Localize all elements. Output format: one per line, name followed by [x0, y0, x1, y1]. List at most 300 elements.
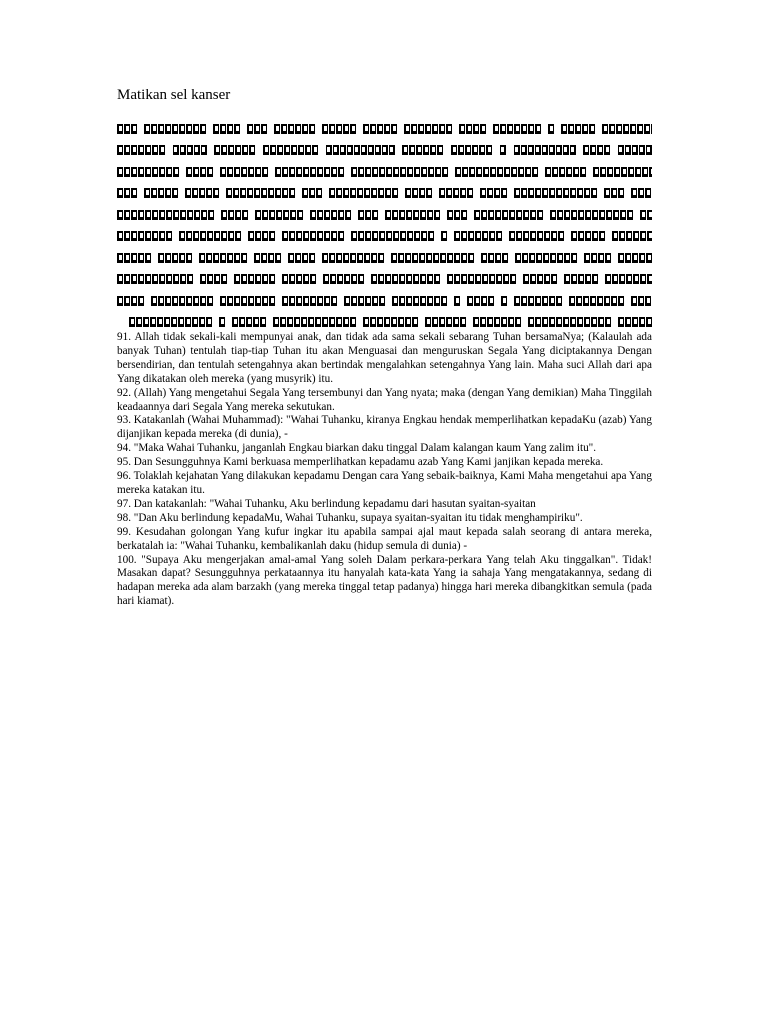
- missing-glyph-box: [158, 253, 164, 263]
- missing-glyph-box: [418, 124, 424, 134]
- missing-glyph-box: [298, 145, 304, 155]
- missing-glyph-box: [571, 253, 577, 263]
- missing-glyph-box: [193, 296, 199, 306]
- arabic-word-glyphs: [302, 188, 322, 198]
- missing-glyph-box: [462, 167, 468, 177]
- missing-glyph-box: [542, 188, 548, 198]
- missing-glyph-box: [428, 231, 434, 241]
- missing-glyph-box: [640, 274, 646, 284]
- missing-glyph-box: [627, 210, 633, 220]
- missing-glyph-box: [606, 210, 612, 220]
- missing-glyph-box: [649, 167, 652, 177]
- missing-glyph-box: [324, 231, 330, 241]
- missing-glyph-box: [124, 210, 130, 220]
- missing-glyph-box: [489, 274, 495, 284]
- missing-glyph-box: [227, 296, 233, 306]
- missing-glyph-box: [370, 124, 376, 134]
- missing-glyph-box: [214, 274, 220, 284]
- arabic-word-glyphs: [200, 274, 227, 284]
- missing-glyph-box: [186, 296, 192, 306]
- missing-glyph-box: [254, 188, 260, 198]
- missing-glyph-box: [241, 167, 247, 177]
- missing-glyph-box: [274, 124, 280, 134]
- missing-glyph-box: [535, 188, 541, 198]
- missing-glyph-box: [591, 253, 597, 263]
- missing-glyph-box: [124, 188, 130, 198]
- missing-glyph-box: [400, 167, 406, 177]
- missing-glyph-box: [598, 317, 604, 327]
- arabic-word-glyphs: [602, 124, 652, 134]
- missing-glyph-box: [289, 296, 295, 306]
- missing-glyph-box: [186, 124, 192, 134]
- missing-glyph-box: [248, 231, 254, 241]
- missing-glyph-box: [501, 317, 507, 327]
- arabic-word-glyphs: [454, 296, 460, 306]
- missing-glyph-box: [289, 231, 295, 241]
- missing-glyph-box: [179, 296, 185, 306]
- missing-glyph-box: [347, 145, 353, 155]
- missing-glyph-box: [166, 167, 172, 177]
- missing-glyph-box: [454, 210, 460, 220]
- missing-glyph-box: [619, 231, 625, 241]
- missing-glyph-box: [303, 231, 309, 241]
- missing-glyph-box: [500, 145, 506, 155]
- missing-glyph-box: [584, 188, 590, 198]
- missing-glyph-box: [640, 231, 646, 241]
- missing-glyph-box: [138, 253, 144, 263]
- missing-glyph-box: [604, 188, 610, 198]
- missing-glyph-box: [545, 167, 551, 177]
- missing-glyph-box: [549, 317, 555, 327]
- verse-paragraph: 97. Dan katakanlah: "Wahai Tuhanku, Aku berlindung kepadamu dari hasutan syaitan-syaitan: [117, 497, 536, 510]
- missing-glyph-box: [391, 253, 397, 263]
- missing-glyph-box: [607, 167, 613, 177]
- missing-glyph-box: [414, 231, 420, 241]
- arabic-word-glyphs: [509, 231, 564, 241]
- missing-glyph-box: [131, 188, 137, 198]
- missing-glyph-box: [275, 167, 281, 177]
- missing-glyph-box: [131, 124, 137, 134]
- arabic-word-glyphs: [173, 145, 207, 155]
- missing-glyph-box: [481, 296, 487, 306]
- missing-glyph-box: [289, 167, 295, 177]
- missing-glyph-box: [151, 296, 157, 306]
- missing-glyph-box: [269, 296, 275, 306]
- missing-glyph-box: [206, 188, 212, 198]
- missing-glyph-box: [277, 145, 283, 155]
- missing-glyph-box: [290, 210, 296, 220]
- missing-glyph-box: [453, 188, 459, 198]
- missing-glyph-box: [473, 124, 479, 134]
- missing-glyph-box: [597, 145, 603, 155]
- missing-glyph-box: [570, 145, 576, 155]
- arabic-word-glyphs: [500, 145, 506, 155]
- arabic-word-glyphs: [439, 188, 473, 198]
- missing-glyph-box: [552, 167, 558, 177]
- missing-glyph-box: [487, 188, 493, 198]
- missing-glyph-box: [402, 145, 408, 155]
- missing-glyph-box: [199, 317, 205, 327]
- missing-glyph-box: [537, 274, 543, 284]
- arabic-line: [117, 312, 652, 329]
- missing-glyph-box: [241, 274, 247, 284]
- missing-glyph-box: [282, 296, 288, 306]
- arabic-word-glyphs: [117, 210, 214, 220]
- missing-glyph-box: [179, 124, 185, 134]
- missing-glyph-box: [159, 210, 165, 220]
- arabic-line: [117, 140, 652, 162]
- missing-glyph-box: [504, 167, 510, 177]
- missing-glyph-box: [220, 167, 226, 177]
- missing-glyph-box: [604, 296, 610, 306]
- missing-glyph-box: [275, 188, 281, 198]
- missing-glyph-box: [406, 210, 412, 220]
- missing-glyph-box: [618, 145, 624, 155]
- missing-glyph-box: [571, 210, 577, 220]
- missing-glyph-box: [611, 296, 617, 306]
- missing-glyph-box: [378, 253, 384, 263]
- missing-glyph-box: [439, 188, 445, 198]
- missing-glyph-box: [254, 253, 260, 263]
- missing-glyph-box: [144, 124, 150, 134]
- missing-glyph-box: [528, 296, 534, 306]
- missing-glyph-box: [647, 274, 652, 284]
- missing-glyph-box: [544, 274, 550, 284]
- missing-glyph-box: [322, 253, 328, 263]
- verse-paragraph: 96. Tolaklah kejahatan Yang dilakukan kepadamu Dengan cara Yang sebaik-baiknya, Kami Maha mengetahui apa Yang mereka katakan itu.: [117, 470, 652, 496]
- missing-glyph-box: [151, 124, 157, 134]
- missing-glyph-box: [192, 317, 198, 327]
- missing-glyph-box: [288, 253, 294, 263]
- arabic-word-glyphs: [226, 188, 295, 198]
- missing-glyph-box: [514, 124, 520, 134]
- missing-glyph-box: [481, 210, 487, 220]
- missing-glyph-box: [494, 317, 500, 327]
- missing-glyph-box: [407, 167, 413, 177]
- missing-glyph-box: [281, 124, 287, 134]
- missing-glyph-box: [613, 210, 619, 220]
- missing-glyph-box: [150, 317, 156, 327]
- missing-glyph-box: [426, 253, 432, 263]
- missing-glyph-box: [187, 210, 193, 220]
- arabic-word-glyphs: [274, 124, 315, 134]
- arabic-word-glyphs: [454, 231, 502, 241]
- arabic-word-glyphs: [232, 317, 266, 327]
- arabic-word-glyphs: [447, 210, 467, 220]
- missing-glyph-box: [242, 145, 248, 155]
- missing-glyph-box: [310, 210, 316, 220]
- missing-glyph-box: [308, 317, 314, 327]
- missing-glyph-box: [592, 274, 598, 284]
- missing-glyph-box: [427, 210, 433, 220]
- missing-glyph-box: [166, 231, 172, 241]
- arabic-word-glyphs: [220, 296, 275, 306]
- missing-glyph-box: [398, 317, 404, 327]
- missing-glyph-box: [454, 231, 460, 241]
- translation-block: [117, 331, 652, 609]
- missing-glyph-box: [488, 253, 494, 263]
- arabic-word-glyphs: [405, 188, 432, 198]
- missing-glyph-box: [172, 296, 178, 306]
- arabic-word-glyphs: [117, 188, 137, 198]
- missing-glyph-box: [331, 296, 337, 306]
- missing-glyph-box: [428, 167, 434, 177]
- arabic-word-glyphs: [514, 188, 597, 198]
- missing-glyph-box: [282, 167, 288, 177]
- missing-glyph-box: [427, 296, 433, 306]
- arabic-word-glyphs: [323, 274, 364, 284]
- missing-glyph-box: [511, 167, 517, 177]
- missing-glyph-box: [515, 253, 521, 263]
- missing-glyph-box: [289, 274, 295, 284]
- missing-glyph-box: [420, 210, 426, 220]
- missing-glyph-box: [253, 317, 259, 327]
- arabic-word-glyphs: [144, 124, 206, 134]
- missing-glyph-box: [564, 253, 570, 263]
- missing-glyph-box: [117, 296, 123, 306]
- missing-glyph-box: [489, 231, 495, 241]
- arabic-line: [117, 183, 652, 205]
- arabic-word-glyphs: [425, 317, 466, 327]
- missing-glyph-box: [480, 317, 486, 327]
- missing-glyph-box: [592, 231, 598, 241]
- missing-glyph-box: [645, 188, 651, 198]
- missing-glyph-box: [454, 274, 460, 284]
- arabic-word-glyphs: [255, 210, 303, 220]
- missing-glyph-box: [385, 210, 391, 220]
- verse-paragraph: 95. Dan Sesungguhnya Kami berkuasa memperlihatkan kepadamu azab Yang Kami janjikan kepada mereka.: [117, 456, 604, 469]
- missing-glyph-box: [427, 274, 433, 284]
- missing-glyph-box: [152, 274, 158, 284]
- missing-glyph-box: [241, 296, 247, 306]
- missing-glyph-box: [131, 145, 137, 155]
- missing-glyph-box: [432, 317, 438, 327]
- missing-glyph-box: [535, 145, 541, 155]
- missing-glyph-box: [529, 253, 535, 263]
- missing-glyph-box: [577, 317, 583, 327]
- missing-glyph-box: [312, 145, 318, 155]
- missing-glyph-box: [521, 145, 527, 155]
- missing-glyph-box: [631, 188, 637, 198]
- missing-glyph-box: [158, 296, 164, 306]
- missing-glyph-box: [159, 274, 165, 284]
- missing-glyph-box: [242, 210, 248, 220]
- missing-glyph-box: [117, 167, 123, 177]
- missing-glyph-box: [434, 274, 440, 284]
- missing-glyph-box: [131, 231, 137, 241]
- missing-glyph-box: [269, 210, 275, 220]
- missing-glyph-box: [528, 188, 534, 198]
- missing-glyph-box: [509, 210, 515, 220]
- missing-glyph-box: [186, 253, 192, 263]
- missing-glyph-box: [124, 124, 130, 134]
- missing-glyph-box: [536, 253, 542, 263]
- missing-glyph-box: [282, 274, 288, 284]
- missing-glyph-box: [263, 145, 269, 155]
- missing-glyph-box: [296, 167, 302, 177]
- missing-glyph-box: [639, 145, 645, 155]
- missing-glyph-box: [389, 145, 395, 155]
- missing-glyph-box: [262, 274, 268, 284]
- missing-glyph-box: [234, 274, 240, 284]
- arabic-word-glyphs: [263, 145, 318, 155]
- missing-glyph-box: [358, 274, 364, 284]
- arabic-word-glyphs: [117, 253, 151, 263]
- missing-glyph-box: [180, 210, 186, 220]
- missing-glyph-box: [351, 231, 357, 241]
- missing-glyph-box: [616, 124, 622, 134]
- missing-glyph-box: [187, 274, 193, 284]
- missing-glyph-box: [487, 317, 493, 327]
- missing-glyph-box: [455, 167, 461, 177]
- missing-glyph-box: [187, 145, 193, 155]
- missing-glyph-box: [295, 124, 301, 134]
- missing-glyph-box: [185, 188, 191, 198]
- missing-glyph-box: [117, 274, 123, 284]
- missing-glyph-box: [207, 167, 213, 177]
- missing-glyph-box: [413, 274, 419, 284]
- missing-glyph-box: [364, 253, 370, 263]
- arabic-word-glyphs: [282, 274, 316, 284]
- missing-glyph-box: [354, 145, 360, 155]
- missing-glyph-box: [469, 167, 475, 177]
- missing-glyph-box: [626, 231, 632, 241]
- missing-glyph-box: [173, 274, 179, 284]
- missing-glyph-box: [143, 317, 149, 327]
- missing-glyph-box: [405, 317, 411, 327]
- missing-glyph-box: [632, 253, 638, 263]
- missing-glyph-box: [503, 274, 509, 284]
- missing-glyph-box: [213, 188, 219, 198]
- arabic-word-glyphs: [385, 210, 440, 220]
- missing-glyph-box: [543, 253, 549, 263]
- arabic-word-glyphs: [351, 231, 434, 241]
- missing-glyph-box: [580, 167, 586, 177]
- missing-glyph-box: [221, 274, 227, 284]
- missing-glyph-box: [207, 296, 213, 306]
- missing-glyph-box: [157, 317, 163, 327]
- missing-glyph-box: [516, 231, 522, 241]
- missing-glyph-box: [628, 167, 634, 177]
- arabic-word-glyphs: [186, 167, 213, 177]
- missing-glyph-box: [384, 317, 390, 327]
- missing-glyph-box: [578, 274, 584, 284]
- missing-glyph-box: [310, 167, 316, 177]
- missing-glyph-box: [481, 253, 487, 263]
- missing-glyph-box: [255, 167, 261, 177]
- missing-glyph-box: [329, 253, 335, 263]
- missing-glyph-box: [600, 167, 606, 177]
- missing-glyph-box: [404, 124, 410, 134]
- missing-glyph-box: [558, 231, 564, 241]
- arabic-word-glyphs: [392, 296, 447, 306]
- missing-glyph-box: [549, 145, 555, 155]
- missing-glyph-box: [378, 188, 384, 198]
- missing-glyph-box: [406, 296, 412, 306]
- missing-glyph-box: [413, 296, 419, 306]
- verse-paragraph: 93. Katakanlah (Wahai Muhammad): "Wahai Tuhanku, kiranya Engkau hendak memperlihatkan kepadaKu (azab) Yang dijanjikan kepada mereka (di dunia), -: [117, 414, 652, 441]
- missing-glyph-box: [532, 167, 538, 177]
- missing-glyph-box: [371, 253, 377, 263]
- missing-glyph-box: [303, 296, 309, 306]
- missing-glyph-box: [247, 188, 253, 198]
- missing-glyph-box: [136, 317, 142, 327]
- missing-glyph-box: [297, 210, 303, 220]
- missing-glyph-box: [377, 317, 383, 327]
- missing-glyph-box: [262, 167, 268, 177]
- missing-glyph-box: [521, 188, 527, 198]
- missing-glyph-box: [476, 167, 482, 177]
- arabic-word-glyphs: [219, 317, 225, 327]
- missing-glyph-box: [331, 210, 337, 220]
- missing-glyph-box: [447, 253, 453, 263]
- missing-glyph-box: [248, 167, 254, 177]
- arabic-word-glyphs: [455, 167, 538, 177]
- arabic-word-glyphs: [474, 210, 543, 220]
- arabic-word-glyphs: [117, 231, 172, 241]
- arabic-word-glyphs: [584, 253, 611, 263]
- missing-glyph-box: [365, 167, 371, 177]
- missing-glyph-box: [644, 124, 650, 134]
- missing-glyph-box: [400, 231, 406, 241]
- missing-glyph-box: [138, 296, 144, 306]
- missing-glyph-box: [630, 124, 636, 134]
- missing-glyph-box: [117, 188, 123, 198]
- missing-glyph-box: [131, 167, 137, 177]
- missing-glyph-box: [317, 231, 323, 241]
- missing-glyph-box: [333, 145, 339, 155]
- missing-glyph-box: [201, 145, 207, 155]
- missing-glyph-box: [645, 296, 651, 306]
- missing-glyph-box: [117, 253, 123, 263]
- missing-glyph-box: [570, 317, 576, 327]
- missing-glyph-box: [371, 274, 377, 284]
- missing-glyph-box: [447, 274, 453, 284]
- missing-glyph-box: [221, 145, 227, 155]
- missing-glyph-box: [468, 253, 474, 263]
- missing-glyph-box: [605, 253, 611, 263]
- missing-glyph-box: [419, 188, 425, 198]
- missing-glyph-box: [578, 231, 584, 241]
- missing-glyph-box: [434, 210, 440, 220]
- missing-glyph-box: [363, 317, 369, 327]
- missing-glyph-box: [309, 188, 315, 198]
- missing-glyph-box: [166, 210, 172, 220]
- arabic-word-glyphs: [282, 296, 337, 306]
- missing-glyph-box: [221, 231, 227, 241]
- missing-glyph-box: [145, 145, 151, 155]
- missing-glyph-box: [185, 317, 191, 327]
- missing-glyph-box: [557, 210, 563, 220]
- missing-glyph-box: [329, 188, 335, 198]
- missing-glyph-box: [521, 296, 527, 306]
- missing-glyph-box: [165, 188, 171, 198]
- missing-glyph-box: [275, 253, 281, 263]
- missing-glyph-box: [386, 167, 392, 177]
- missing-glyph-box: [626, 274, 632, 284]
- missing-glyph-box: [288, 124, 294, 134]
- missing-glyph-box: [550, 210, 556, 220]
- missing-glyph-box: [138, 210, 144, 220]
- missing-glyph-box: [412, 317, 418, 327]
- missing-glyph-box: [124, 167, 130, 177]
- missing-glyph-box: [152, 231, 158, 241]
- missing-glyph-box: [570, 188, 576, 198]
- missing-glyph-box: [530, 274, 536, 284]
- missing-glyph-box: [345, 210, 351, 220]
- missing-glyph-box: [166, 274, 172, 284]
- missing-glyph-box: [578, 210, 584, 220]
